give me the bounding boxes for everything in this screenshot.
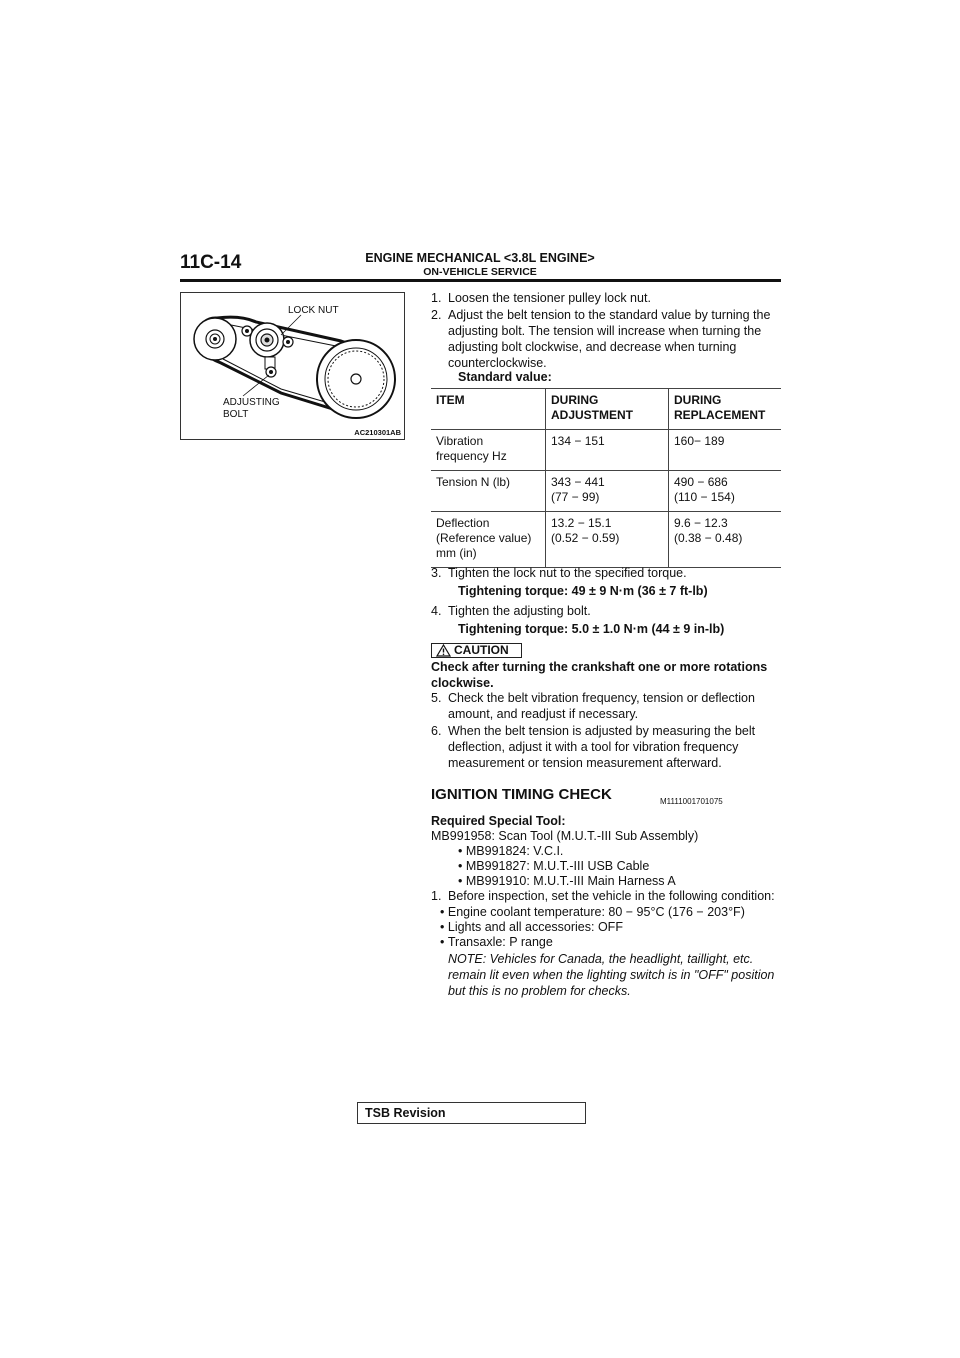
step-5: 5. Check the belt vibration frequency, tension or deflection amount, and readjust if necessary. [431,691,755,721]
cell-replacement: 490 − 686 (110 − 154) [669,471,782,512]
section-title: ENGINE MECHANICAL <3.8L ENGINE> [365,251,595,265]
tool-list-item: • MB991824: V.C.I. [458,844,564,858]
warning-triangle-icon [436,644,451,657]
cell-adjustment: 13.2 − 15.1 (0.52 − 0.59) [546,512,669,568]
condition-item: • Engine coolant temperature: 80 − 95°C (176 − 203°F) [440,905,745,919]
belt-tensioner-figure [180,292,405,440]
section-subtitle: ON-VEHICLE SERVICE [423,266,537,278]
lock-nut-label: LOCK NUT [288,305,339,316]
note-canada-lights: NOTE: Vehicles for Canada, the headlight, taillight, etc. remain lit even when the lighting switch is in "OFF" position but this is no problem for checks. [448,952,775,998]
cell-adjustment: 134 − 151 [546,430,669,471]
table-row [431,512,781,568]
tsb-revision-box: TSB Revision [357,1102,586,1124]
scan-tool-main: MB991958: Scan Tool (M.U.T.-III Sub Assembly) [431,829,699,843]
step-3: 3. Tighten the lock nut to the specified torque. [431,566,687,580]
adjusting-bolt-label: ADJUSTING [223,397,280,408]
bullet-icon: • [458,844,463,858]
belt-tension-spec-table [431,388,781,568]
caution-badge: CAUTION [431,643,522,658]
tool-list-item: • MB991827: M.U.T.-III USB Cable [458,859,650,873]
cell-item: Tension N (lb) [431,471,546,512]
caution-text: Check after turning the crankshaft one or more rotations clockwise. [431,660,768,690]
cell-replacement: 9.6 − 12.3 (0.38 − 0.48) [669,512,782,568]
required-tool-label: Required Special Tool: [431,814,566,828]
column-header-adjustment: DURING ADJUSTMENT [546,389,669,430]
column-header-replacement: DURING REPLACEMENT [669,389,782,430]
header-rule [180,279,781,282]
bullet-icon: • [440,935,445,949]
ignition-timing-heading: IGNITION TIMING CHECK [431,786,612,803]
table-row [431,430,781,471]
table-header-row [431,389,781,430]
cell-item: Vibration frequency Hz [431,430,546,471]
table-row [431,471,781,512]
cell-replacement: 160− 189 [669,430,782,471]
standard-value-label: Standard value: [458,370,552,384]
cell-adjustment: 343 − 441 (77 − 99) [546,471,669,512]
step-4: 4. Tighten the adjusting bolt. [431,604,591,618]
figure-code: AC210301AB [354,428,401,437]
bullet-icon: • [458,874,463,888]
column-header-item: ITEM [431,389,546,430]
step-2: 2. Adjust the belt tension to the standard value by turning the adjusting bolt. The tension will increase when turning the adjusting bolt clockwise, and decrease when turning counterclockwise. [431,308,771,370]
tool-list-item: • MB991910: M.U.T.-III Main Harness A [458,874,676,888]
bullet-icon: • [458,859,463,873]
ignition-step-1: 1. Before inspection, set the vehicle in the following condition: [431,889,775,903]
page-number: 11C-14 [180,252,242,273]
step-1: 1. Loosen the tensioner pulley lock nut. [431,291,651,305]
torque-spec-lock-nut: Tightening torque: 49 ± 9 N·m (36 ± 7 ft-lb) [458,584,708,598]
condition-item: • Transaxle: P range [440,935,553,949]
adjusting-bolt-label-line2: BOLT [223,409,249,420]
cell-item: Deflection (Reference value) mm (in) [431,512,546,568]
bullet-icon: • [440,905,445,919]
step-6: 6. When the belt tension is adjusted by measuring the belt deflection, adjust it with a tool for vibration frequency measurement or tension measurement afterward. [431,724,756,770]
condition-item: • Lights and all accessories: OFF [440,920,623,934]
torque-spec-adjusting-bolt: Tightening torque: 5.0 ± 1.0 N·m (44 ± 9 in-lb) [458,622,725,636]
section-code: M1111001701075 [660,797,723,806]
bullet-icon: • [440,920,445,934]
